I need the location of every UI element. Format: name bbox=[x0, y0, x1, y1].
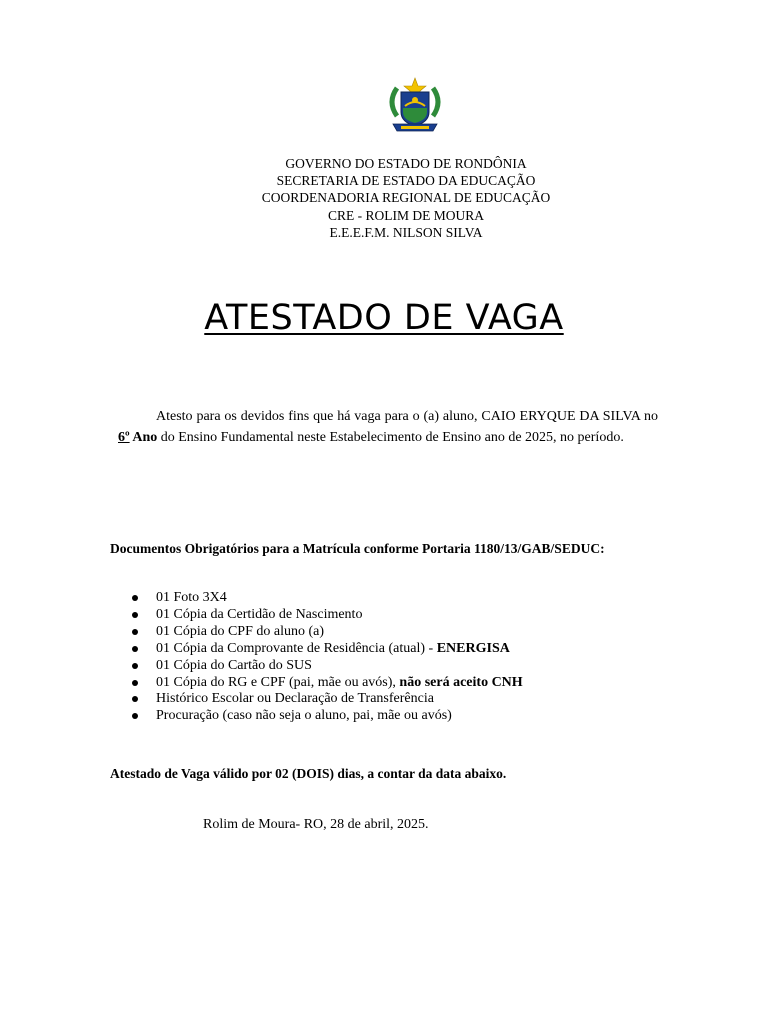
place-and-date: Rolim de Moura- RO, 28 de abril, 2025. bbox=[203, 817, 429, 832]
grade-number: 6º bbox=[118, 430, 130, 445]
document-title-text: ATESTADO DE VAGA bbox=[204, 298, 564, 338]
bullet-icon bbox=[132, 663, 138, 669]
list-item-text: Procuração (caso não seja o aluno, pai, mãe ou avós) bbox=[156, 708, 452, 724]
list-item-text: 01 Foto 3X4 bbox=[156, 590, 227, 605]
validity-notice: Atestado de Vaga válido por 02 (DOIS) dias, a contar da data abaixo. bbox=[110, 766, 507, 781]
required-documents-list bbox=[130, 590, 523, 725]
list-item-bold: não será aceito CNH bbox=[399, 674, 523, 690]
bullet-icon bbox=[132, 646, 138, 652]
paragraph-text-1: Atesto para os devidos fins que há vaga para o (a) aluno, CAIO ERYQUE DA SILVA no bbox=[156, 409, 658, 424]
list-item bbox=[130, 691, 523, 708]
required-documents-title: Documentos Obrigatórios para a Matrícula conforme Portaria 1180/13/GAB/SEDUC: bbox=[110, 541, 605, 556]
list-item bbox=[130, 658, 523, 675]
header-line: COORDENADORIA REGIONAL DE EDUCAÇÃO bbox=[261, 190, 551, 206]
paragraph-text-2: do Ensino Fundamental neste Estabelecimento de Ensino ano de 2025, no período. bbox=[157, 430, 624, 445]
bullet-icon bbox=[132, 680, 138, 686]
bullet-icon bbox=[132, 696, 138, 702]
list-item bbox=[130, 708, 523, 725]
list-item bbox=[130, 641, 523, 658]
institution-header bbox=[0, 155, 768, 241]
list-item-text: 01 Cópia do RG e CPF (pai, mãe ou avós), bbox=[156, 674, 400, 690]
list-item-text: 01 Cópia da Comprovante de Residência (atual) - bbox=[156, 640, 437, 656]
grade-word: Ano bbox=[129, 430, 158, 445]
list-item-text: Histórico Escolar ou Declaração de Transferência bbox=[156, 691, 434, 707]
list-item bbox=[130, 675, 523, 692]
list-item-text: 01 Cópia do Cartão do SUS bbox=[156, 657, 312, 673]
list-item bbox=[130, 624, 523, 641]
header-line: GOVERNO DO ESTADO DE RONDÔNIA bbox=[285, 156, 527, 171]
rondonia-coat-of-arms-icon bbox=[383, 76, 447, 136]
attestation-paragraph bbox=[118, 406, 658, 448]
document-title bbox=[0, 298, 768, 338]
list-item-text: 01 Cópia da Certidão de Nascimento bbox=[156, 606, 363, 622]
bullet-icon bbox=[132, 629, 138, 635]
bullet-icon bbox=[132, 595, 138, 601]
list-item-text: 01 Cópia do CPF do aluno (a) bbox=[156, 623, 324, 639]
header-line: E.E.E.F.M. NILSON SILVA bbox=[329, 224, 483, 240]
list-item bbox=[130, 607, 523, 624]
list-item-bold: ENERGISA bbox=[436, 640, 510, 656]
header-line: SECRETARIA DE ESTADO DA EDUCAÇÃO bbox=[276, 173, 536, 189]
bullet-icon bbox=[132, 612, 138, 618]
list-item bbox=[130, 590, 523, 607]
header-line: CRE - ROLIM DE MOURA bbox=[327, 207, 484, 223]
bullet-icon bbox=[132, 713, 138, 719]
